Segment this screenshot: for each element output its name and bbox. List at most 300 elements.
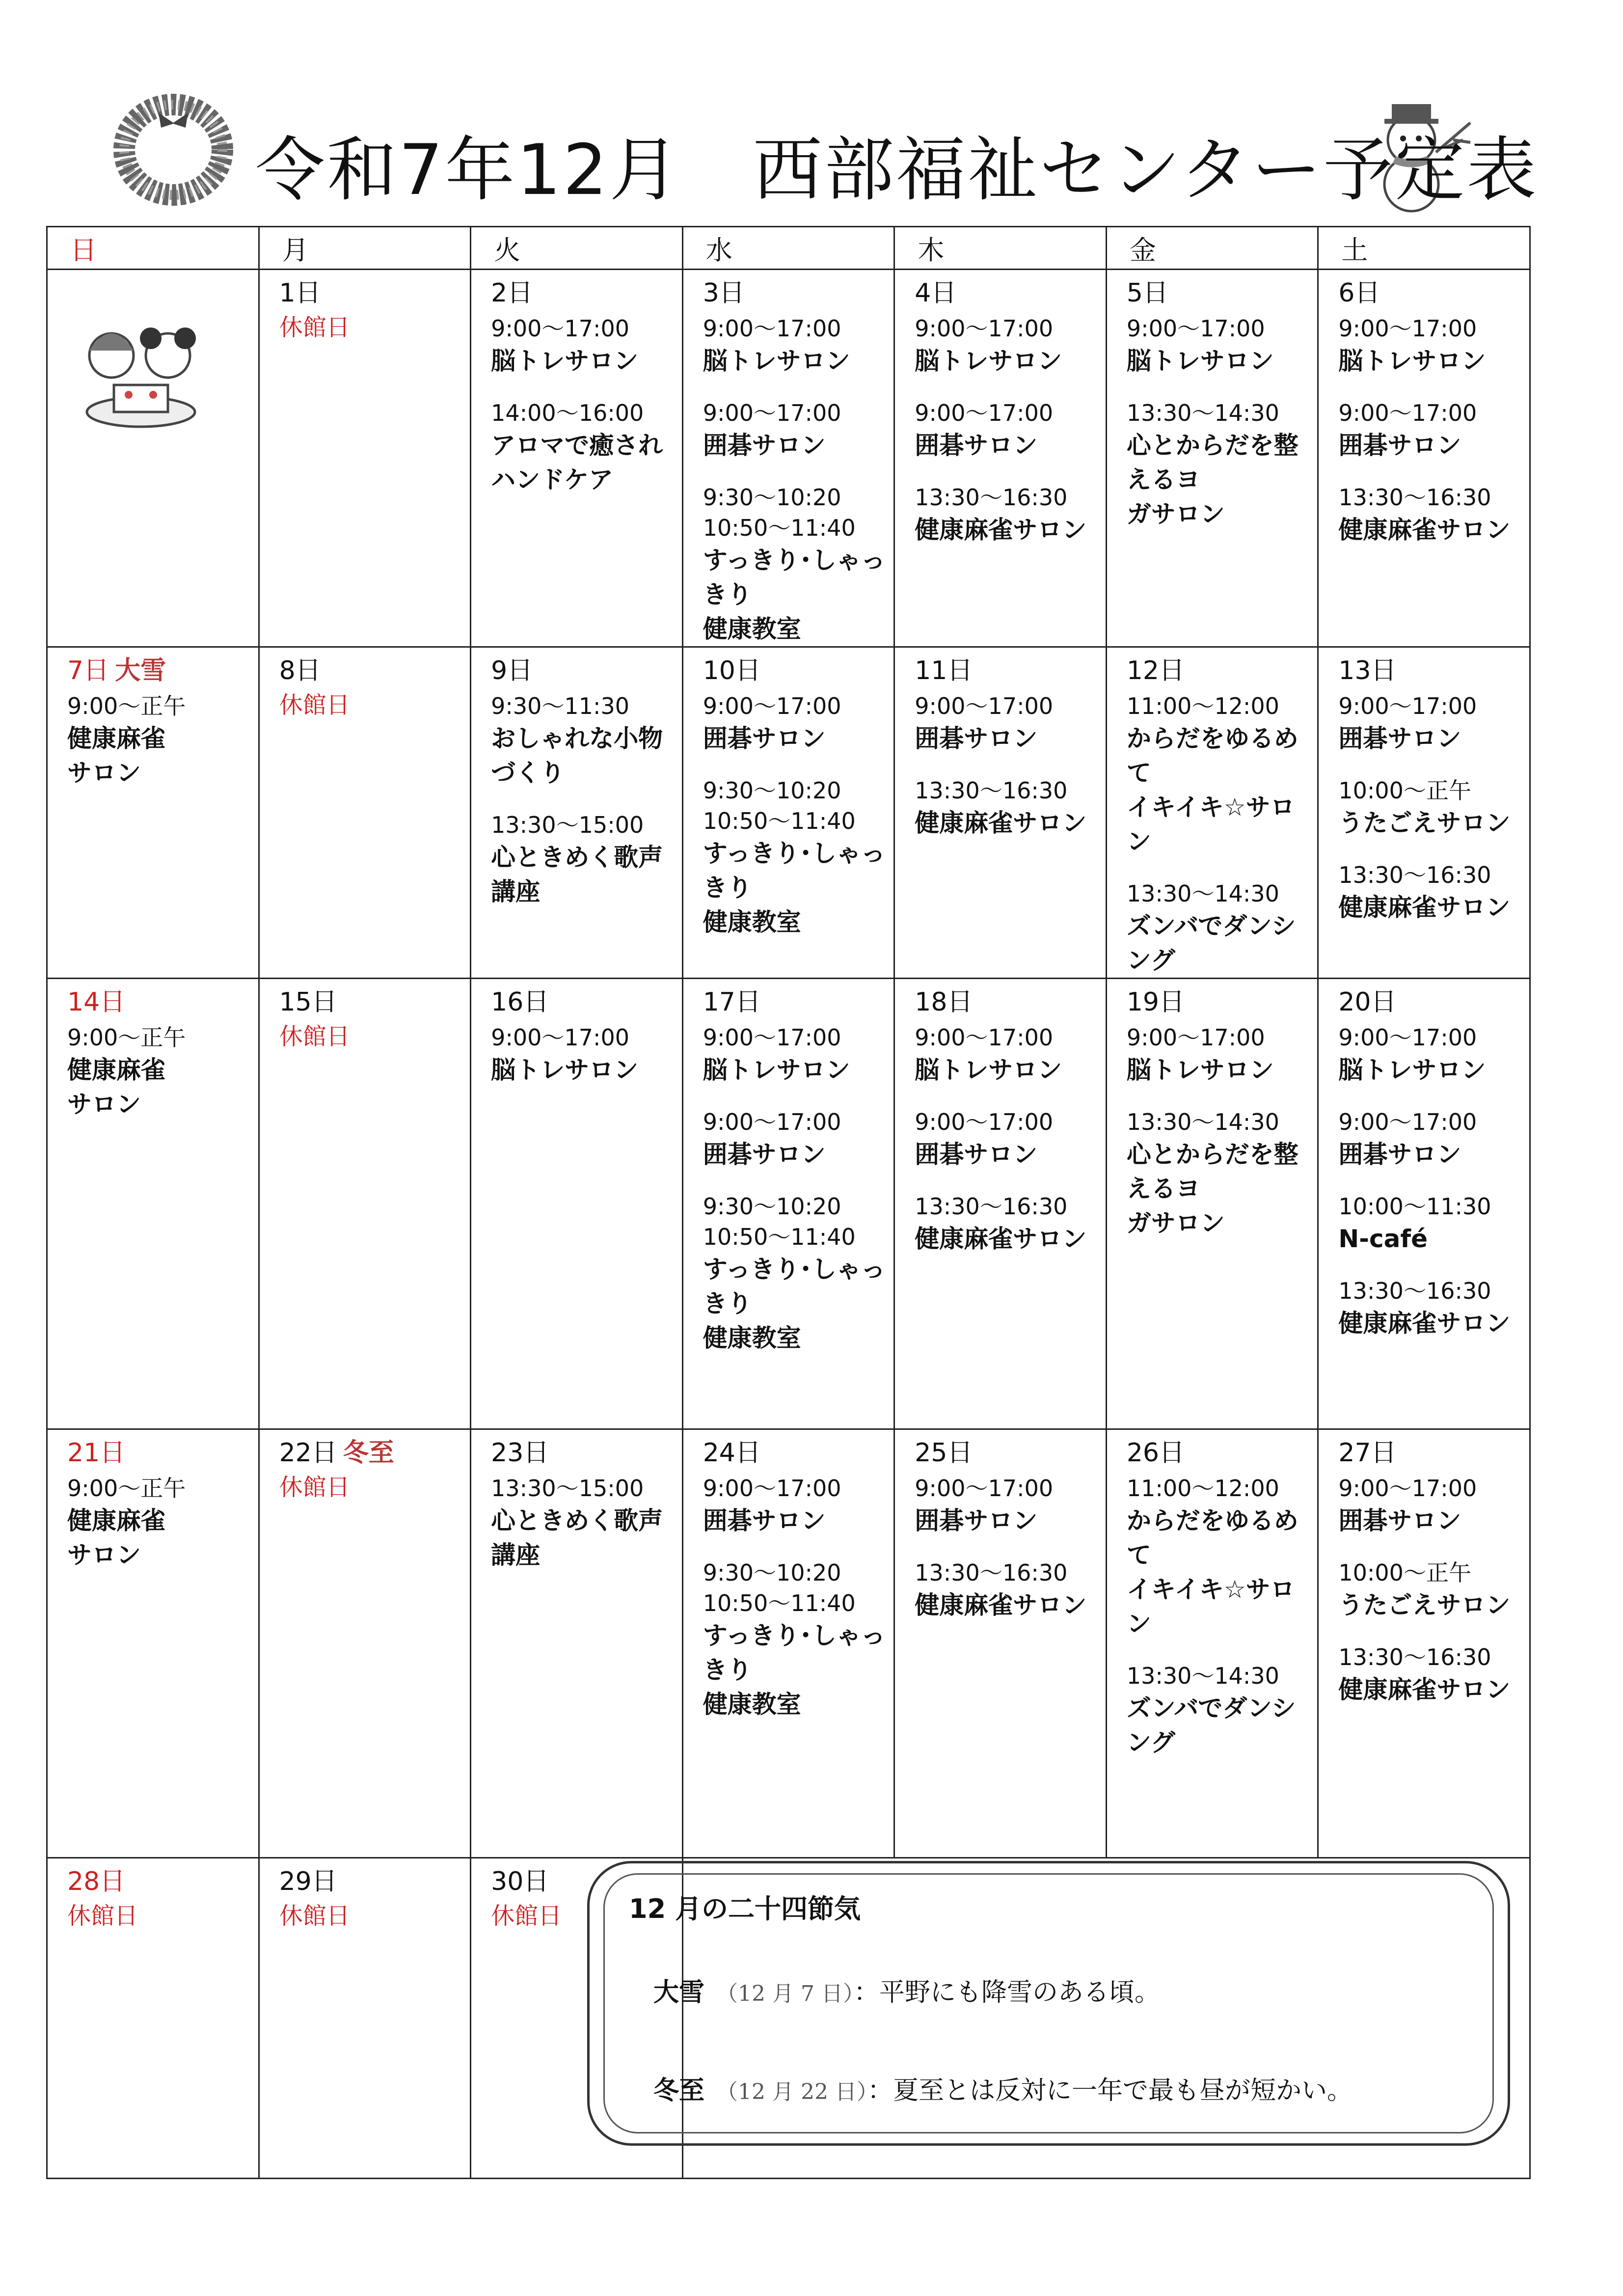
day-cell <box>259 979 471 1429</box>
event-item <box>1338 1276 1529 1340</box>
event-time: 10:00～11:30 <box>1338 1193 1491 1220</box>
event-time: 9:30～11:30 <box>491 693 629 719</box>
event-item <box>1338 1022 1529 1087</box>
day-number-text: 6日 <box>1338 278 1380 308</box>
day-cell <box>894 270 1107 647</box>
event-name: すっきり･しゃっきり 健康教室 <box>703 546 886 643</box>
solar-term-desc: ：平野にも降雪のある頃。 <box>853 1978 1160 2007</box>
day-cell <box>47 979 259 1429</box>
day-number <box>491 1437 682 1469</box>
day-number-text: 12日 <box>1126 656 1185 685</box>
event-name: 囲碁サロン <box>703 724 826 753</box>
event-time: 9:30～10:20 10:50～11:40 <box>703 1193 856 1250</box>
event-time: 9:00～17:00 <box>915 315 1054 342</box>
event-time: 9:00～17:00 <box>1338 1109 1477 1135</box>
event-name: N-café <box>1338 1225 1428 1253</box>
day-content <box>1319 1430 1529 1707</box>
closed-label: 休館日 <box>279 1902 350 1930</box>
event-item <box>1127 1022 1318 1087</box>
closed-label: 休館日 <box>279 1023 350 1050</box>
event-item <box>1338 775 1529 840</box>
day-cell <box>682 1429 894 1858</box>
day-number-text: 13日 <box>1338 656 1397 685</box>
day-content <box>48 979 258 1121</box>
day-number <box>491 655 682 687</box>
children-cake-icon <box>67 301 215 449</box>
day-number <box>703 655 894 687</box>
day-cell <box>1318 1429 1530 1858</box>
event-item <box>915 1473 1106 1538</box>
day-content <box>683 270 894 646</box>
day-content <box>1319 270 1529 547</box>
event-item <box>491 1022 682 1087</box>
event-time: 13:30～14:30 <box>1126 400 1279 426</box>
day-content <box>895 270 1106 547</box>
event-name: 囲碁サロン <box>1338 1140 1461 1169</box>
event-time: 9:00～17:00 <box>1338 400 1477 426</box>
event-name: からだをゆるめて イキイキ☆サロン <box>1126 724 1298 856</box>
day-cell <box>259 270 471 647</box>
event-time: 9:00～17:00 <box>703 1109 841 1135</box>
weekday-mon: 月 <box>259 227 471 270</box>
closed-label: 休館日 <box>491 1902 562 1930</box>
event-time: 13:30～16:30 <box>915 1193 1068 1220</box>
day-number <box>279 277 470 309</box>
event-name: 心ときめく歌声 講座 <box>491 1506 663 1569</box>
day-number <box>67 986 258 1018</box>
day-cell <box>259 1858 471 2179</box>
event-name: 囲碁サロン <box>703 1506 826 1535</box>
day-number <box>67 655 258 687</box>
event-item <box>1127 313 1318 378</box>
event-time: 9:00～正午 <box>67 1475 186 1502</box>
event-name: ズンバでダンシング <box>1126 1694 1296 1757</box>
day-cell <box>47 270 259 647</box>
event-time: 13:30～16:30 <box>1338 862 1491 888</box>
solar-term-item <box>653 1971 1160 2008</box>
event-time: 13:30～16:30 <box>915 484 1068 511</box>
day-number <box>915 1437 1106 1469</box>
event-time: 10:00～正午 <box>1338 777 1471 804</box>
event-time: 9:00～17:00 <box>703 693 841 719</box>
event-name: 健康麻雀サロン <box>915 516 1087 544</box>
day-number-text: 23日 <box>491 1438 549 1468</box>
week-row <box>47 647 1530 979</box>
solar-term-date: （12 月 7 日） <box>716 1981 854 2006</box>
weekday-fri: 金 <box>1106 227 1318 270</box>
day-number-text: 8日 <box>279 656 321 685</box>
day-cell <box>1106 1429 1318 1858</box>
day-number <box>491 986 682 1018</box>
event-time: 9:00～正午 <box>67 693 186 719</box>
event-time: 9:00～17:00 <box>491 1024 629 1051</box>
day-cell <box>47 647 259 979</box>
day-content <box>471 1430 682 1572</box>
day-content <box>683 648 894 939</box>
event-time: 13:30～16:30 <box>915 1559 1068 1586</box>
event-time: 13:30～14:30 <box>1126 880 1279 907</box>
event-item <box>915 482 1106 547</box>
event-item <box>1338 1473 1529 1538</box>
wreath-icon <box>112 93 235 206</box>
day-number <box>703 986 894 1018</box>
event-item <box>915 313 1106 378</box>
event-name: 脳トレサロン <box>491 1056 639 1084</box>
event-name: 脳トレサロン <box>1338 347 1486 375</box>
day-number <box>1338 986 1529 1018</box>
day-content <box>48 270 258 451</box>
event-name: 脳トレサロン <box>1126 1056 1274 1084</box>
event-time: 9:00～17:00 <box>915 400 1054 426</box>
event-time: 9:00～17:00 <box>1338 693 1477 719</box>
day-number <box>67 1437 258 1469</box>
event-name: おしゃれな小物 づくり <box>491 724 663 787</box>
event-name: 健康麻雀サロン <box>1338 1309 1511 1338</box>
event-name: うたごえサロン <box>1338 1591 1511 1619</box>
event-time: 9:00～17:00 <box>1126 1024 1265 1051</box>
day-content <box>48 648 258 790</box>
event-time: 10:00～正午 <box>1338 1559 1471 1586</box>
event-item <box>703 482 894 646</box>
day-number-text: 21日 <box>67 1438 126 1468</box>
event-item <box>703 1558 894 1722</box>
week-row <box>47 979 1530 1429</box>
event-time: 9:00～17:00 <box>1338 315 1477 342</box>
event-name: 健康麻雀サロン <box>1338 1675 1511 1704</box>
day-cell <box>471 647 683 979</box>
event-time: 13:30～16:30 <box>1338 1644 1491 1670</box>
event-item <box>703 1473 894 1538</box>
event-time: 11:00～12:00 <box>1126 693 1279 719</box>
event-item <box>703 1022 894 1087</box>
day-number-text: 30日 <box>491 1867 549 1896</box>
day-content <box>1107 979 1318 1240</box>
week-row <box>47 1429 1530 1858</box>
weekday-sun: 日 <box>47 227 259 270</box>
weekday-thu: 木 <box>894 227 1107 270</box>
event-item <box>1338 313 1529 378</box>
event-name: からだをゆるめて イキイキ☆サロン <box>1126 1506 1298 1638</box>
event-time: 9:00～17:00 <box>1338 1475 1477 1502</box>
event-time: 9:00～17:00 <box>1338 1024 1477 1051</box>
day-cell <box>894 979 1107 1429</box>
event-item <box>1338 1107 1529 1172</box>
closed-label: 休館日 <box>279 691 350 719</box>
event-item <box>1338 1558 1529 1622</box>
day-number-text: 27日 <box>1338 1438 1397 1468</box>
day-number-text: 9日 <box>491 656 533 685</box>
event-item <box>1338 398 1529 463</box>
event-item <box>1127 1661 1318 1760</box>
day-number-text: 25日 <box>915 1438 973 1468</box>
day-number <box>703 1437 894 1469</box>
event-name: 健康麻雀サロン <box>915 1225 1087 1253</box>
day-number <box>1127 655 1318 687</box>
day-cell <box>894 1429 1107 1858</box>
day-cell <box>1318 647 1530 979</box>
event-time: 13:30～15:00 <box>491 1475 644 1502</box>
event-name: 脳トレサロン <box>703 1056 850 1084</box>
day-cell <box>1318 979 1530 1429</box>
day-number-text: 4日 <box>915 278 957 308</box>
event-item <box>491 810 682 909</box>
event-item <box>703 775 894 939</box>
day-number-text: 17日 <box>703 987 761 1017</box>
day-cell <box>1106 270 1318 647</box>
day-number-text: 10日 <box>703 656 761 685</box>
event-item <box>1127 1473 1318 1641</box>
event-time: 9:00～17:00 <box>915 1109 1054 1135</box>
event-name: アロマで癒され ハンドケア <box>491 431 663 494</box>
event-name: すっきり･しゃっきり 健康教室 <box>703 1621 886 1719</box>
solar-term-note: 大雪 <box>115 656 166 685</box>
day-number <box>279 986 470 1018</box>
event-name: 囲碁サロン <box>915 724 1038 753</box>
event-time: 9:00～17:00 <box>703 400 841 426</box>
event-item <box>1127 1107 1318 1240</box>
day-cell <box>1106 647 1318 979</box>
day-number <box>279 655 470 687</box>
day-content <box>1107 270 1318 531</box>
event-name: 脳トレサロン <box>915 347 1062 375</box>
event-name: 脳トレサロン <box>703 347 850 375</box>
event-time: 13:30～14:30 <box>1126 1663 1279 1689</box>
day-number-text: 20日 <box>1338 987 1397 1017</box>
event-name: 脳トレサロン <box>915 1056 1062 1084</box>
solar-term-date: （12 月 22 日） <box>716 2079 867 2105</box>
event-item <box>491 1473 682 1572</box>
event-item <box>491 313 682 378</box>
event-name: 囲碁サロン <box>703 431 826 460</box>
event-time: 9:00～17:00 <box>491 315 629 342</box>
event-item <box>67 1473 258 1572</box>
week-row <box>47 270 1530 647</box>
event-item <box>915 1107 1106 1172</box>
event-time: 9:00～17:00 <box>915 693 1054 719</box>
event-item <box>67 691 258 790</box>
event-time: 9:30～10:20 10:50～11:40 <box>703 1559 856 1616</box>
event-name: 囲碁サロン <box>915 431 1038 460</box>
solar-terms-box <box>587 1861 1510 2146</box>
weekday-sat: 土 <box>1318 227 1530 270</box>
event-name: 囲碁サロン <box>1338 724 1461 753</box>
event-item <box>1338 860 1529 925</box>
day-number-text: 14日 <box>67 987 126 1017</box>
day-content <box>895 648 1106 840</box>
event-name: 健康麻雀サロン <box>1338 516 1511 544</box>
day-content <box>471 270 682 497</box>
event-name: すっきり･しゃっきり 健康教室 <box>703 839 886 936</box>
day-cell <box>259 647 471 979</box>
event-name: 囲碁サロン <box>703 1140 826 1169</box>
event-name: 健康麻雀サロン <box>915 809 1087 837</box>
event-item <box>491 398 682 497</box>
day-content <box>1107 648 1318 978</box>
event-item <box>703 313 894 378</box>
event-item <box>491 691 682 790</box>
event-item <box>1127 691 1318 859</box>
day-content <box>1107 1430 1318 1760</box>
event-name: 脳トレサロン <box>491 347 639 375</box>
event-name: 囲碁サロン <box>915 1506 1038 1535</box>
day-cell <box>471 1429 683 1858</box>
day-cell <box>471 979 683 1429</box>
event-time: 9:00～17:00 <box>1126 315 1265 342</box>
event-name: 健康麻雀 サロン <box>67 1506 165 1569</box>
solar-term-item <box>653 2070 1352 2106</box>
solar-terms-title: 12 月の二十四節気 <box>629 1893 861 1924</box>
page-title: 令和7年12月 西部福祉センター予定表 <box>255 130 1539 211</box>
weekday-wed: 水 <box>682 227 894 270</box>
weekday-tue: 火 <box>471 227 683 270</box>
day-number-text: 29日 <box>279 1867 337 1896</box>
event-time: 9:00～17:00 <box>703 1024 841 1051</box>
event-time: 9:30～10:20 10:50～11:40 <box>703 484 856 541</box>
day-content <box>260 270 470 343</box>
day-content <box>260 648 470 720</box>
event-name: ズンバでダンシング <box>1126 912 1296 975</box>
event-item <box>1338 1191 1529 1256</box>
event-time: 9:00～17:00 <box>703 1475 841 1502</box>
event-name: 囲碁サロン <box>1338 431 1461 460</box>
day-number-text: 11日 <box>915 656 973 685</box>
event-name: すっきり･しゃっきり 健康教室 <box>703 1255 886 1352</box>
day-number-text: 22日 <box>279 1438 337 1468</box>
day-number-text: 1日 <box>279 278 321 308</box>
day-number <box>1338 655 1529 687</box>
day-content <box>895 979 1106 1256</box>
day-cell <box>1106 979 1318 1429</box>
event-time: 13:30～16:30 <box>915 777 1068 804</box>
solar-term-name: 大雪 <box>653 1978 705 2007</box>
event-time: 13:30～15:00 <box>491 812 644 838</box>
event-time: 9:00～17:00 <box>703 315 841 342</box>
event-item <box>1127 398 1318 531</box>
event-time: 13:30～14:30 <box>1126 1109 1279 1135</box>
day-content <box>260 1859 470 1931</box>
event-name: 心ときめく歌声 講座 <box>491 843 663 906</box>
day-number <box>279 1437 470 1469</box>
event-time: 11:00～12:00 <box>1126 1475 1279 1502</box>
event-item <box>1338 482 1529 547</box>
event-name: 脳トレサロン <box>1126 347 1274 375</box>
day-cell <box>682 979 894 1429</box>
event-item <box>1127 878 1318 978</box>
event-item <box>67 1022 258 1121</box>
solar-term-name: 冬至 <box>653 2076 705 2105</box>
day-number <box>703 277 894 309</box>
day-number-text: 24日 <box>703 1438 761 1468</box>
event-time: 13:30～16:30 <box>1338 1278 1491 1304</box>
event-name: 囲碁サロン <box>1338 1506 1461 1535</box>
day-number <box>67 1865 258 1898</box>
day-number-text: 16日 <box>491 987 549 1017</box>
event-name: 健康麻雀サロン <box>1338 893 1511 922</box>
day-number <box>491 277 682 309</box>
day-number <box>915 986 1106 1018</box>
closed-label: 休館日 <box>279 314 350 341</box>
event-item <box>1338 1642 1529 1707</box>
day-number-text: 26日 <box>1126 1438 1185 1468</box>
event-item <box>915 398 1106 463</box>
event-name: 心とからだを整えるヨ ガサロン <box>1126 431 1298 528</box>
event-item <box>915 1022 1106 1087</box>
closed-label: 休館日 <box>279 1474 350 1501</box>
event-item <box>915 775 1106 840</box>
event-time: 9:00～17:00 <box>915 1024 1054 1051</box>
day-cell <box>894 647 1107 979</box>
day-number <box>1127 277 1318 309</box>
event-time: 9:00～正午 <box>67 1024 186 1051</box>
day-number <box>915 277 1106 309</box>
event-item <box>703 691 894 756</box>
event-name: 囲碁サロン <box>915 1140 1038 1169</box>
day-number-text: 5日 <box>1126 278 1168 308</box>
event-name: うたごえサロン <box>1338 809 1511 837</box>
solar-term-note: 冬至 <box>343 1438 394 1468</box>
day-cell <box>259 1429 471 1858</box>
event-name: 脳トレサロン <box>1338 1056 1486 1084</box>
day-number <box>1338 277 1529 309</box>
day-number-text: 19日 <box>1126 987 1185 1017</box>
day-number-text: 28日 <box>67 1867 126 1896</box>
day-cell <box>471 270 683 647</box>
day-content <box>471 648 682 909</box>
event-name: 心とからだを整えるヨ ガサロン <box>1126 1140 1298 1237</box>
day-cell <box>682 270 894 647</box>
event-time: 13:30～16:30 <box>1338 484 1491 511</box>
day-cell <box>682 647 894 979</box>
day-number-text: 15日 <box>279 987 337 1017</box>
solar-term-desc: ：夏至とは反対に一年で最も昼が短かい。 <box>867 2076 1352 2105</box>
day-content <box>260 979 470 1052</box>
weekday-header-row <box>47 227 1530 270</box>
day-cell <box>47 1858 259 2179</box>
event-time: 9:30～10:20 10:50～11:40 <box>703 777 856 834</box>
day-content <box>1319 648 1529 925</box>
day-number <box>279 1865 470 1898</box>
closed-label: 休館日 <box>67 1902 138 1930</box>
event-item <box>703 398 894 463</box>
day-number-text: 18日 <box>915 987 973 1017</box>
event-time: 14:00～16:00 <box>491 400 644 426</box>
event-name: 健康麻雀 サロン <box>67 724 165 787</box>
day-content <box>895 1430 1106 1622</box>
event-item <box>915 1558 1106 1622</box>
event-name: 健康麻雀 サロン <box>67 1056 165 1119</box>
day-content <box>683 979 894 1355</box>
day-cell <box>1318 270 1530 647</box>
event-item <box>915 691 1106 756</box>
event-time: 9:00～17:00 <box>915 1475 1054 1502</box>
day-content <box>683 1430 894 1722</box>
event-name: 健康麻雀サロン <box>915 1591 1087 1619</box>
event-item <box>703 1191 894 1355</box>
event-item <box>703 1107 894 1172</box>
day-number <box>1338 1437 1529 1469</box>
day-content <box>260 1430 470 1503</box>
day-number-text: 3日 <box>703 278 745 308</box>
day-number <box>915 655 1106 687</box>
day-number-text: 2日 <box>491 278 533 308</box>
day-content <box>1319 979 1529 1340</box>
day-content <box>471 979 682 1087</box>
day-number <box>1127 986 1318 1018</box>
day-number-text: 7日 <box>67 656 109 685</box>
day-cell <box>47 1429 259 1858</box>
day-number <box>1127 1437 1318 1469</box>
day-content <box>48 1859 258 1931</box>
